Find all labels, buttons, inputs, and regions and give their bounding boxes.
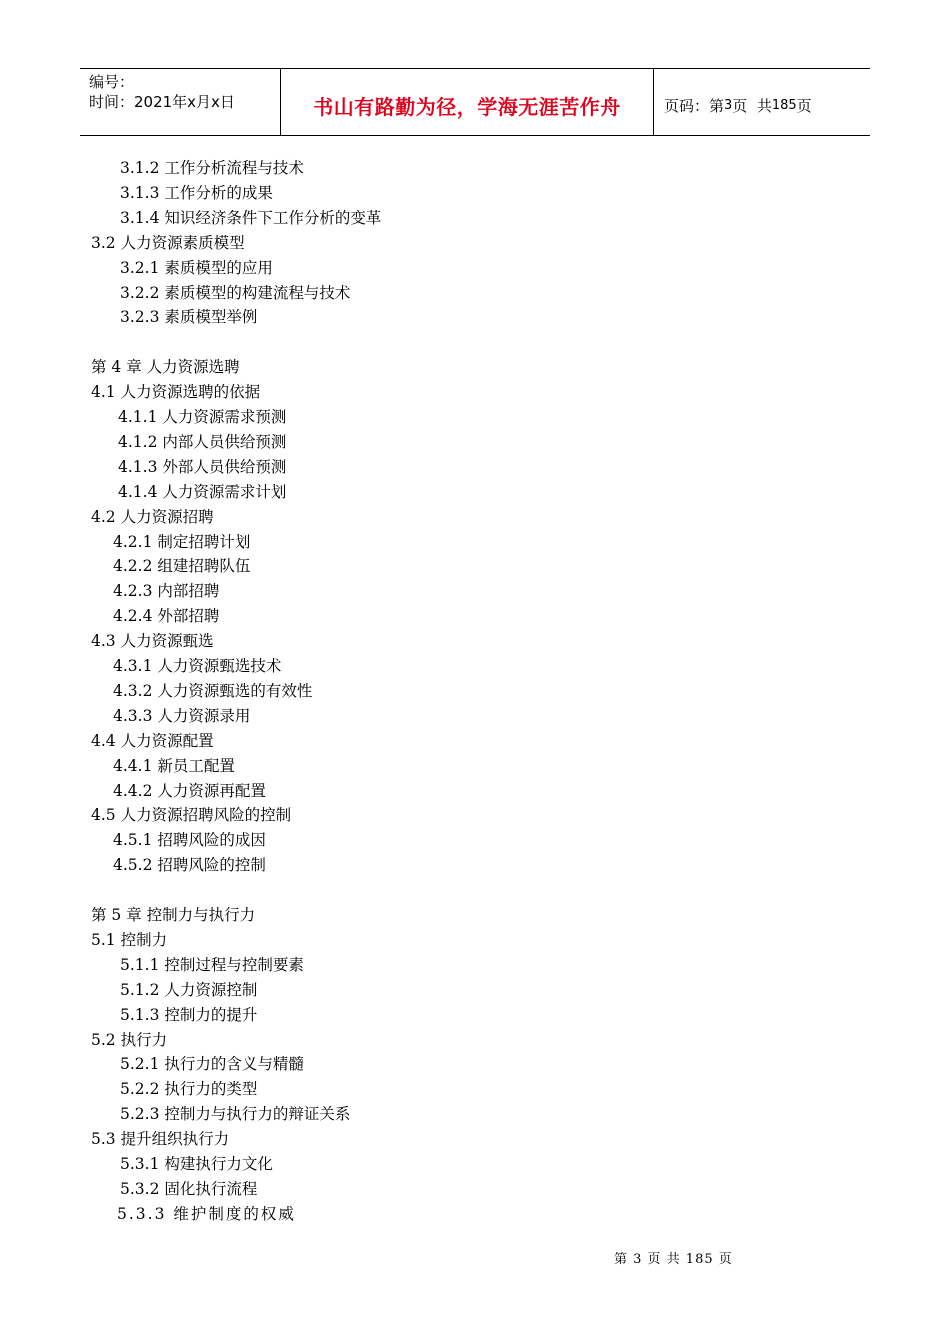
toc-heading: 4.4 人力资源配置	[91, 731, 214, 750]
toc-item: 4.1.3 外部人员供给预测	[118, 457, 287, 476]
toc-heading: 4.1 人力资源选聘的依据	[91, 383, 261, 402]
toc-item: 5.3.1 构建执行力文化	[120, 1155, 273, 1173]
page-total: 185	[771, 97, 797, 113]
toc-heading: 5.3 提升组织执行力	[91, 1130, 230, 1149]
header-motto: 书山有路勤为径，学海无涯苦作舟	[281, 69, 654, 135]
toc-item: 5.1.1 控制过程与控制要素	[120, 955, 304, 974]
page-header	[80, 68, 870, 136]
page-number: 3	[724, 97, 733, 113]
toc-item: 4.2.4 外部招聘	[113, 607, 220, 626]
toc-item: 3.2.3 素质模型举例	[120, 308, 258, 327]
toc-heading: 4.2 人力资源招聘	[91, 507, 214, 526]
toc-item: 4.3.3 人力资源录用	[113, 706, 251, 725]
toc-item: 5.3.3 维护制度的权威	[117, 1204, 296, 1223]
toc-item: 4.5.1 招聘风险的成因	[113, 831, 266, 850]
toc-item: 4.2.3 内部招聘	[113, 582, 220, 601]
toc-heading: 3.2 人力资源素质模型	[91, 233, 245, 252]
page-suffix: 页	[796, 96, 812, 115]
header-page-info	[654, 69, 870, 135]
toc-item: 4.2.1 制定招聘计划	[113, 532, 251, 551]
toc-heading: 4.5 人力资源招聘风险的控制	[91, 806, 292, 825]
toc-item: 4.1.2 内部人员供给预测	[118, 432, 287, 451]
toc-item: 4.5.2 招聘风险的控制	[113, 856, 266, 875]
page-footer: 第 3 页 共 185 页	[614, 1252, 733, 1267]
toc-item: 4.1.4 人力资源需求计划	[118, 482, 287, 501]
toc-heading: 5.1 控制力	[91, 930, 168, 949]
toc-item: 3.1.4 知识经济条件下工作分析的变革	[120, 208, 382, 227]
toc-item: 4.3.2 人力资源甄选的有效性	[113, 681, 313, 700]
serial-label: 编号：	[89, 73, 135, 91]
toc-item: 4.3.1 人力资源甄选技术	[113, 657, 282, 675]
toc-item: 5.2.3 控制力与执行力的辩证关系	[120, 1105, 351, 1124]
toc-item: 3.1.3 工作分析的成果	[120, 183, 273, 202]
toc-item: 5.1.3 控制力的提升	[120, 1005, 258, 1024]
toc-heading: 第 4 章 人力资源选聘	[91, 358, 240, 377]
toc-item: 3.2.2 素质模型的构建流程与技术	[120, 283, 351, 302]
time-label: 时间：2021年x月x日	[89, 93, 235, 111]
toc-item: 3.2.1 素质模型的应用	[120, 258, 273, 277]
toc-item: 4.4.1 新员工配置	[113, 756, 235, 775]
toc-item: 5.2.1 执行力的含义与精髓	[120, 1055, 304, 1074]
toc-heading: 4.3 人力资源甄选	[91, 632, 214, 651]
page-prefix: 页码：第	[664, 96, 725, 115]
toc-heading: 5.2 执行力	[91, 1030, 168, 1049]
toc-item: 5.1.2 人力资源控制	[120, 980, 258, 999]
toc-item: 4.2.2 组建招聘队伍	[113, 557, 251, 576]
toc-item: 4.4.2 人力资源再配置	[113, 781, 266, 800]
toc-item: 4.1.1 人力资源需求预测	[118, 408, 287, 426]
toc-item: 5.2.2 执行力的类型	[120, 1080, 258, 1099]
page-mid: 页 共	[732, 96, 772, 115]
toc-item: 3.1.2 工作分析流程与技术	[120, 159, 304, 177]
toc-heading: 第 5 章 控制力与执行力	[91, 906, 256, 924]
toc-item: 5.3.2 固化执行流程	[120, 1179, 258, 1198]
header-meta	[80, 69, 281, 135]
